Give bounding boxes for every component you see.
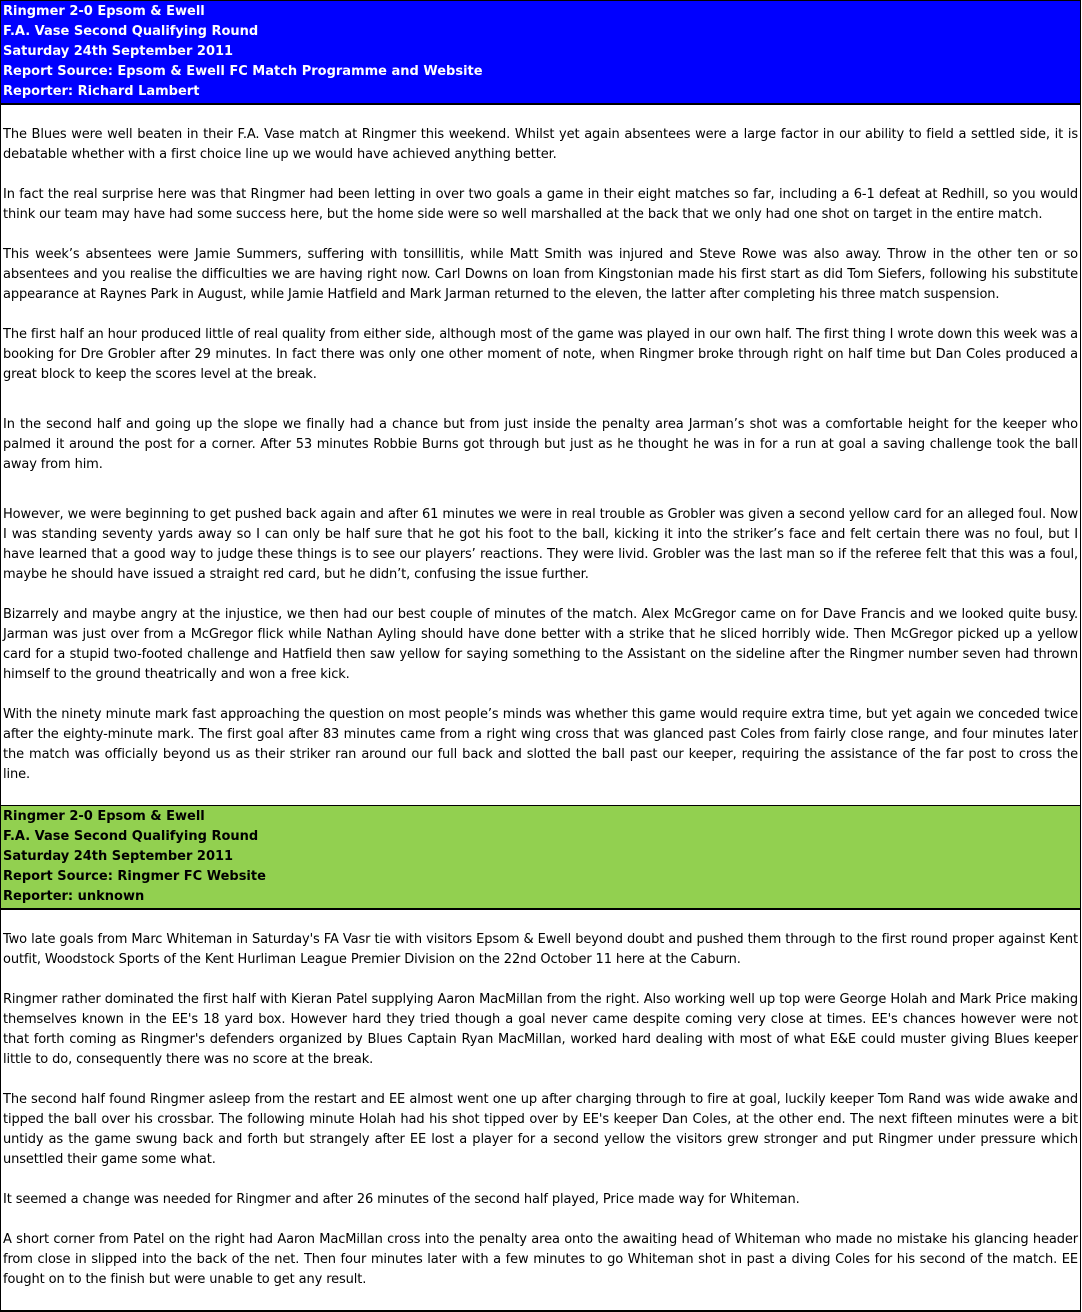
paragraph: In fact the real surprise here was that Ringmer had been letting in over two goals a game in their eight matches so far, including a 6-1 defeat at Redhill, so you would think our team may have had some success here, but the home side were so well marshalled at the back that we only had one shot on target in the entire match.	[3, 187, 1078, 222]
header-competition: F.A. Vase Second Qualifying Round	[3, 24, 259, 39]
report-header-epsom	[1, 0, 1080, 105]
paragraph: The second half found Ringmer asleep from the restart and EE almost went one up after charging through to fire at goal, luckily keeper Tom Rand was wide awake and tipped the ball over his crossbar. The following minute Holah had his shot tipped over by EE's keeper Dan Coles, at the other end. The next fifteen minutes were a bit untidy as the game swung back and forth but strangely after EE lost a player for a second yellow the visitors grew stronger and put Ringmer under pressure which unsettled their game some what.	[3, 1092, 1078, 1167]
header-reporter: Reporter: Richard Lambert	[3, 84, 200, 99]
header-date: Saturday 24th September 2011	[3, 849, 234, 864]
paragraph: The Blues were well beaten in their F.A. Vase match at Ringmer this weekend. Whilst yet again absentees were a large factor in our ability to field a settled side, it is debatable whether with a first choice line up we would have achieved anything better.	[3, 127, 1078, 162]
header-source: Report Source: Epsom & Ewell FC Match Programme and Website	[3, 64, 483, 79]
paragraph: Two late goals from Marc Whiteman in Saturday's FA Vasr tie with visitors Epsom & Ewell beyond doubt and pushed them through to the first round proper against Kent outfit, Woodstock Sports of the Kent Hurliman League Premier Division on the 22nd October 11 here at the Caburn.	[3, 932, 1078, 967]
paragraph: A short corner from Patel on the right had Aaron MacMillan cross into the penalty area onto the awaiting head of Whiteman who made no mistake his glancing header from close in slipped into the back of the net. Then four minutes later with a few minutes to go Whiteman shot in past a diving Coles for his second of the match. EE fought on to the finish but were unable to get any result.	[3, 1232, 1078, 1287]
header-reporter: Reporter: unknown	[3, 889, 145, 904]
report-header-ringmer	[1, 805, 1080, 910]
paragraph: This week’s absentees were Jamie Summers, suffering with tonsillitis, while Matt Smith was injured and Steve Rowe was also away. Throw in the other ten or so absentees and you realise the difficulties we are having right now. Carl Downs on loan from Kingstonian made his first start as did Tom Siefers, following his substitute appearance at Raynes Park in August, while Jamie Hatfield and Mark Jarman returned to the eleven, the latter after completing his three match suspension.	[3, 247, 1078, 302]
header-match: Ringmer 2-0 Epsom & Ewell	[3, 809, 205, 824]
header-match: Ringmer 2-0 Epsom & Ewell	[3, 4, 205, 19]
paragraph: However, we were beginning to get pushed back again and after 61 minutes we were in real trouble as Grobler was given a second yellow card for an alleged foul. Now I was standing seventy yards away so I can only be half sure that he got his foot to the ball, kicking it into the striker’s face and felt certain there was no foul, but I have learned that a good way to judge these things is to see our players’ reactions. They were livid. Grobler was the last man so if the referee felt that this was a foul, maybe he should have issued a straight red card, but he didn’t, confusing the issue further.	[3, 507, 1078, 582]
paragraph: Ringmer rather dominated the first half with Kieran Patel supplying Aaron MacMillan from the right. Also working well up top were George Holah and Mark Price making themselves known in the EE's 18 yard box. However hard they tried though a goal never came despite coming very close at times. EE's chances however were not that forth coming as Ringmer's defenders organized by Blues Captain Ryan MacMillan, worked hard dealing with most of what E&E could muster giving Blues keeper little to do, consequently there was no score at the break.	[3, 992, 1078, 1067]
paragraph: In the second half and going up the slope we finally had a chance but from just inside the penalty area Jarman’s shot was a comfortable height for the keeper who palmed it around the post for a corner. After 53 minutes Robbie Burns got through but just as he thought he was in for a run at goal a saving challenge took the ball away from him.	[3, 417, 1078, 472]
paragraph: The first half an hour produced little of real quality from either side, although most of the game was played in our own half. The first thing I wrote down this week was a booking for Dre Grobler after 29 minutes. In fact there was only one other moment of note, when Ringmer broke through right on half time but Dan Coles produced a great block to keep the scores level at the break.	[3, 327, 1078, 382]
header-source: Report Source: Ringmer FC Website	[3, 869, 266, 884]
paragraph: It seemed a change was needed for Ringmer and after 26 minutes of the second half played, Price made way for Whiteman.	[3, 1192, 800, 1207]
header-date: Saturday 24th September 2011	[3, 44, 234, 59]
report-body-epsom	[1, 105, 1080, 805]
header-competition: F.A. Vase Second Qualifying Round	[3, 829, 259, 844]
report-body-ringmer	[1, 910, 1080, 1312]
paragraph: Bizarrely and maybe angry at the injustice, we then had our best couple of minutes of the match. Alex McGregor came on for Dave Francis and we looked quite busy. Jarman was just over from a McGregor flick while Nathan Ayling should have done better with a strike that he sliced horribly wide. Then McGregor picked up a yellow card for a stupid two-footed challenge and Hatfield then saw yellow for saying something to the Assistant on the sideline after the Ringmer number seven had thrown himself to the ground theatrically and won a free kick.	[3, 607, 1078, 682]
paragraph: With the ninety minute mark fast approaching the question on most people’s minds was whether this game would require extra time, but yet again we conceded twice after the eighty-minute mark. The first goal after 83 minutes came from a right wing cross that was glanced past Coles from fairly close range, and four minutes later the match was officially beyond us as their striker ran around our full back and slotted the ball past our keeper, requiring the assistance of the far post to cross the line.	[3, 707, 1078, 782]
report-ringmer	[0, 805, 1081, 1312]
